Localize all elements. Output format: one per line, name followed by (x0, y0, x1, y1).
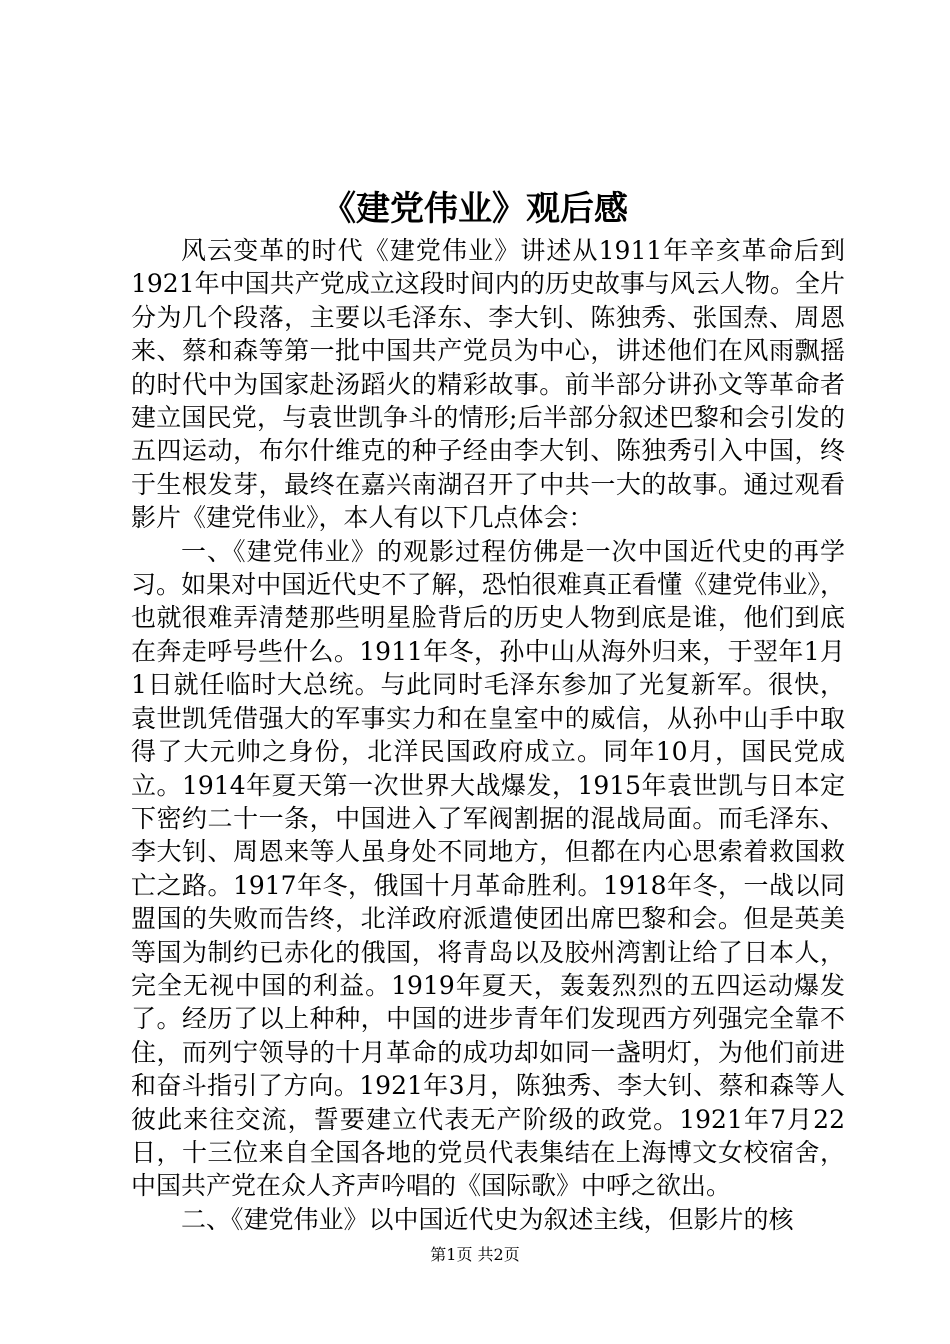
paragraph: 风云变革的时代《建党伟业》讲述从1911年辛亥革命后到1921年中国共产党成立这段时间内的历史故事与风云人物。全片分为几个段落，主要以毛泽东、李大钊、陈独秀、张国焘、周恩来、蔡和森等第一批中国共产党员为中心，讲述他们在风雨飘摇的时代中为国家赴汤蹈火的精彩故事。前半部分讲孙文等革命者建立国民党，与袁世凯争斗的情形;后半部分叙述巴黎和会引发的五四运动，布尔什维克的种子经由李大钊、陈独秀引入中国，终于生根发芽，最终在嘉兴南湖召开了中共一大的故事。通过观看影片《建党伟业》，本人有以下几点体会： (131, 236, 845, 533)
paragraph: 一、《建党伟业》的观影过程仿佛是一次中国近代史的再学习。如果对中国近代史不了解，恐怕很难真正看懂《建党伟业》，也就很难弄清楚那些明星脸背后的历史人物到底是谁，他们到底在奔走呼号些什么。1911年冬，孙中山从海外归来，于翌年1月1日就任临时大总统。与此同时毛泽东参加了光复新军。很快，袁世凯凭借强大的军事实力和在皇室中的威信，从孙中山手中取得了大元帅之身份，北洋民国政府成立。同年10月，国民党成立。1914年夏天第一次世界大战爆发，1915年袁世凯与日本定下密约二十一条，中国进入了军阀割据的混战局面。而毛泽东、李大钊、周恩来等人虽身处不同地方，但都在内心思索着救国救亡之路。1917年冬，俄国十月革命胜利。1918年冬，一战以同盟国的失败而告终，北洋政府派遣使团出席巴黎和会。但是英美等国为制约已赤化的俄国，将青岛以及胶州湾割让给了日本人，完全无视中国的利益。1919年夏天，轰轰烈烈的五四运动爆发了。经历了以上种种，中国的进步青年们发现西方列强完全靠不住，而列宁领导的十月革命的成功却如同一盏明灯，为他们前进和奋斗指引了方向。1921年3月，陈独秀、李大钊、蔡和森等人彼此来往交流，誓要建立代表无产阶级的政党。1921年7月22日，十三位来自全国各地的党员代表集结在上海博文女校宿舍，中国共产党在众人齐声吟唱的《国际歌》中呼之欲出。 (131, 536, 845, 1201)
page-footer: 第1页 共2页 (430, 1245, 520, 1264)
document-body (131, 234, 845, 1236)
document-title: 《建党伟业》观后感 (322, 189, 628, 229)
paragraph: 二、《建党伟业》以中国近代史为叙述主线，但影片的核 (181, 1204, 794, 1234)
